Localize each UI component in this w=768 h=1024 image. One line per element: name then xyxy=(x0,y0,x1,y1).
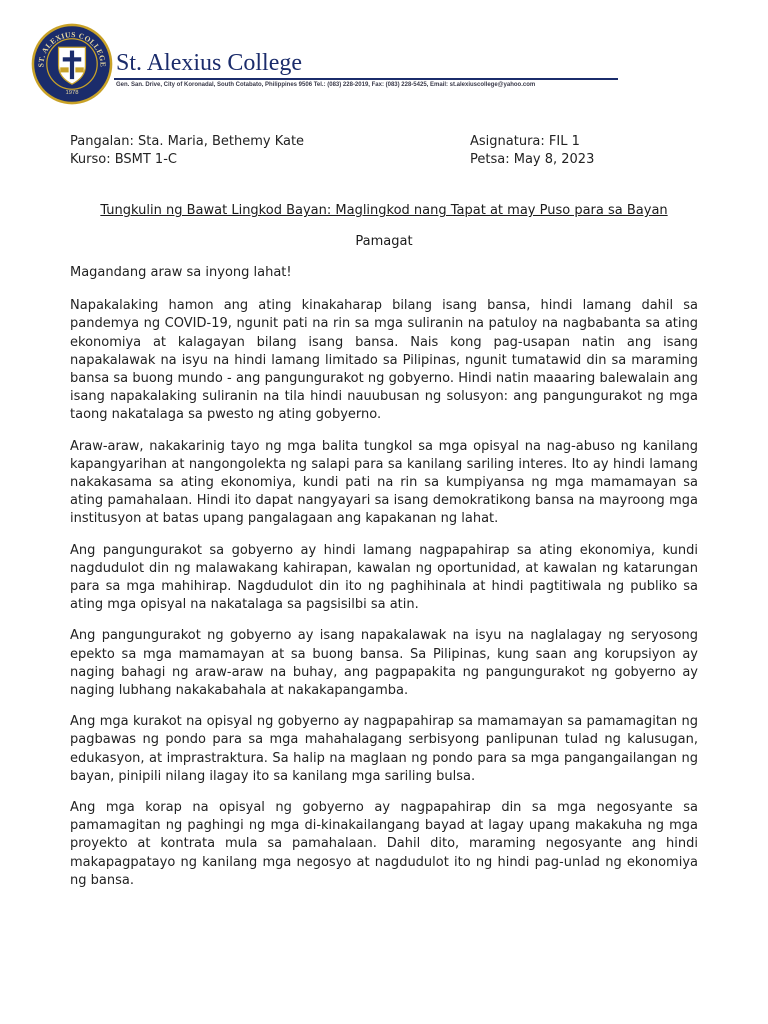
document-subtitle: Pamagat xyxy=(355,234,413,249)
date: Petsa: May 8, 2023 xyxy=(470,152,595,167)
paragraph: Napakalaking hamon ang ating kinakaharap bilang isang bansa, hindi lamang dahil sa pandemya ng COVID-19, ngunit pati na rin sa mga suliranin na patuloy na nagbabanta sa ating ekonomiya at kalagayan bilang isang bansa. Nais kong pag-usapan natin ang isang napakalawak na isyu na hindi lamang limitado sa Pilipinas, ngunit tumatawid din sa maraming bansa sa buong mundo - ang pangungurakot ng gobyerno. Hindi natin maaaring balewalain ang isang napakalaking suliranin na tila hindi nauubusan ng solusyon: ang pangungurakot ng mga taong nakatalaga sa pwesto ng ating gobyerno. xyxy=(70,298,698,423)
college-seal-logo xyxy=(30,22,114,106)
seal-arc-text: ST. ALEXIUS COLLEGE xyxy=(36,30,108,68)
subject: Asignatura: FIL 1 xyxy=(470,134,580,149)
college-address: Gen. San. Drive, City of Koronadal, South Cotabato, Philippines 9506 Tel.: (083) 228-2019, Fax: (083) 228-5425, Email: st.alexiuscollege@yahoo.com xyxy=(116,82,536,88)
paragraph: Ang pangungurakot sa gobyerno ay hindi lamang nagpapahirap sa ating ekonomiya, kundi nagdudulot din ng malawakang kahirapan, kawalan ng oportunidad, at kawalan ng katarungan para sa mga mahihirap. Nagdudulot din ito ng paghihinala at hindi pagtitiwala ng publiko sa ating mga opisyal na nakatalaga sa pagsisilbi sa atin. xyxy=(70,542,698,613)
student-info xyxy=(70,133,304,169)
paragraph: Ang pangungurakot ng gobyerno ay isang napakalawak na isyu na naglalagay ng seryosong epekto sa mga mamamayan at sa buong bansa. Sa Pilipinas, kung saan ang korupsiyon ay naging bahagi ng araw-araw na buhay, ang pagpapakita ng pangungurakot ng gobyerno ay naging lubhang nakakabahala at nakakapangamba. xyxy=(70,628,698,699)
subject-info xyxy=(470,133,594,169)
header-divider xyxy=(114,78,618,80)
greeting: Magandang araw sa inyong lahat! xyxy=(70,265,292,280)
student-course: Kurso: BSMT 1-C xyxy=(70,152,177,167)
paragraph: Ang mga kurakot na opisyal ng gobyerno ay nagpapahirap sa mamamayan sa pamamagitan ng pagbawas ng pondo para sa mga mahahalagang serbisyong panlipunan tulad ng kalusugan, edukasyon, at imprastraktura. Sa halip na maglaan ng pondo para sa mga pangangailangan ng bayan, pinipili nilang ilagay ito sa kanilang mga sariling bulsa. xyxy=(70,714,698,784)
seal-year: 1978 xyxy=(65,90,79,97)
student-name: Pangalan: Sta. Maria, Bethemy Kate xyxy=(70,134,305,149)
college-name: St. Alexius College xyxy=(116,50,302,76)
paragraph: Araw-araw, nakakarinig tayo ng mga balita tungkol sa mga opisyal na nag-abuso ng kanilang kapangyarihan at nangongolekta ng salapi para sa kanilang sariling interes. Ito ay hindi lamang nakakasama sa ating ekonomiya, kundi pati na rin sa kumpiyansa ng mga mamamayan sa ating pamahalaan. Hindi ito dapat nangyayari sa isang demokratikong bansa na mayroong mga institusyon at batas upang pangalagaan ang kapakanan ng lahat. xyxy=(70,438,698,527)
paragraph: Ang mga korap na opisyal ng gobyerno ay nagpapahirap din sa mga negosyante sa pamamagitan ng paghingi ng mga di-kinakailangang bayad at lagay upang makakuha ng mga proyekto at kontrata mula sa pamahalaan. Dahil dito, maraming negosyante ang hindi makapagpatayo ng kanilang mga negosyo at nagdudulot ito ng hindi pag-unlad ng ekonomiya ng bansa. xyxy=(70,800,698,888)
document-body xyxy=(70,264,698,903)
document-title: Tungkulin ng Bawat Lingkod Bayan: Maglingkod nang Tapat at may Puso para sa Bayan xyxy=(100,203,668,218)
